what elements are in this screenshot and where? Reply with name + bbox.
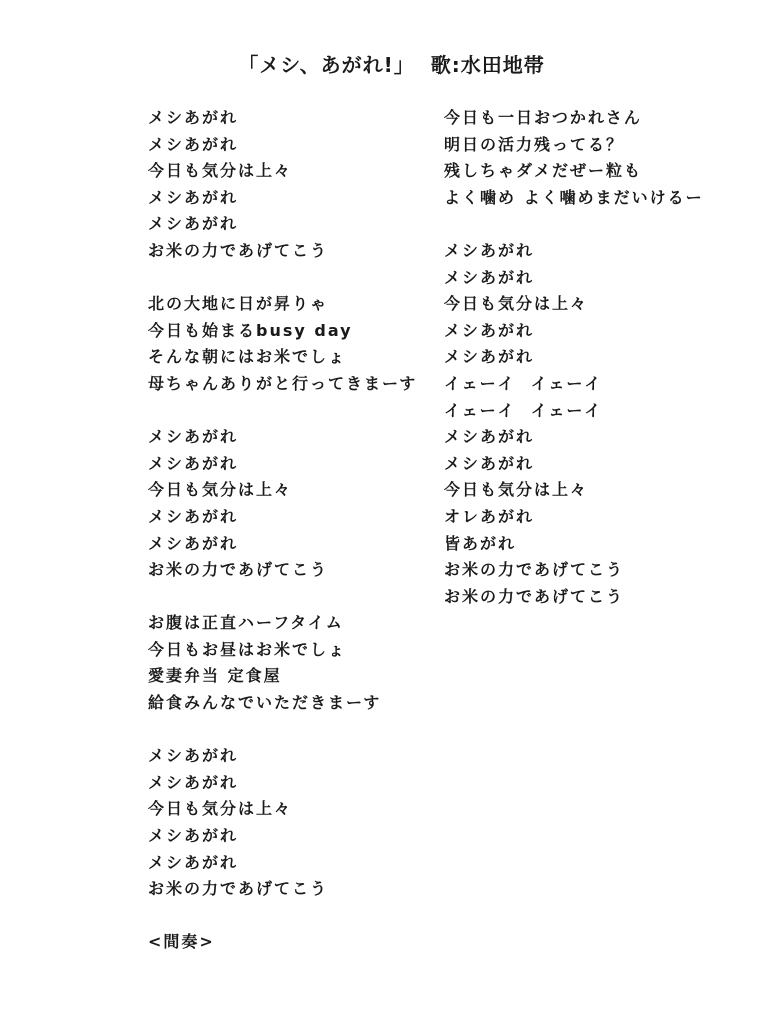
- lyrics-column-right: [444, 105, 764, 637]
- lyrics-line: よく噛め よく噛めまだいけるー: [444, 187, 704, 207]
- lyrics-line: イェーイ イェーイ: [444, 373, 603, 393]
- lyrics-line: メシあがれ: [444, 453, 535, 473]
- lyrics-line: 今日も一日おつかれさん: [444, 108, 642, 127]
- lyrics-line: メシあがれ: [148, 533, 239, 553]
- lyrics-line: そんな朝にはお米でしょ: [148, 347, 347, 367]
- lyrics-line: お米の力であげてこう: [444, 586, 625, 606]
- lyrics-stanza: [148, 105, 438, 265]
- lyrics-line: メシあがれ: [148, 187, 239, 207]
- lyrics-line: 今日も始まるbusy day: [148, 320, 353, 340]
- lyrics-line: メシあがれ: [444, 240, 535, 260]
- lyrics-line: イェーイ イェーイ: [444, 400, 603, 420]
- lyrics-line: お米の力であげてこう: [148, 879, 329, 899]
- lyrics-line: お米の力であげてこう: [148, 560, 329, 580]
- lyrics-line: メシあがれ: [148, 214, 239, 234]
- lyrics-line: メシあがれ: [148, 746, 239, 766]
- lyrics-line: メシあがれ: [444, 427, 535, 447]
- lyrics-line: メシあがれ: [148, 852, 239, 872]
- lyrics-line: メシあがれ: [444, 347, 535, 367]
- lyrics-line: 愛妻弁当 定食屋: [148, 666, 282, 686]
- lyrics-line: メシあがれ: [148, 427, 239, 447]
- lyrics-line: 給食みんなでいただきまーす: [148, 693, 382, 713]
- lyrics-line: メシあがれ: [148, 108, 239, 127]
- lyrics-line: 今日も気分は上々: [444, 294, 589, 314]
- lyrics-line: 今日も気分は上々: [148, 161, 293, 181]
- lyrics-line: メシあがれ: [148, 453, 239, 473]
- lyrics-line: 残しちゃダメだぜー粒も: [444, 161, 643, 181]
- lyrics-stanza: [148, 291, 438, 397]
- lyrics-line: メシあがれ: [148, 826, 239, 846]
- lyrics-stanza: [148, 743, 438, 903]
- lyrics-stanza: [148, 610, 438, 716]
- lyrics-line: 今日も気分は上々: [444, 480, 589, 500]
- lyrics-line: 今日もお昼はお米でしょ: [148, 639, 347, 659]
- lyrics-stanza: [148, 929, 438, 956]
- lyrics-line: メシあがれ: [148, 134, 239, 154]
- lyrics-line: <間奏>: [148, 932, 215, 952]
- lyrics-line: メシあがれ: [148, 772, 239, 792]
- lyrics-line: 母ちゃんありがと行ってきまーす: [148, 373, 418, 393]
- lyrics-line: お米の力であげてこう: [444, 560, 625, 580]
- lyrics-line: 今日も気分は上々: [148, 799, 293, 819]
- lyrics-stanza: [148, 424, 438, 584]
- lyrics-stanza: [444, 105, 764, 211]
- lyrics-line: 皆あがれ: [444, 533, 517, 553]
- lyrics-line: メシあがれ: [444, 320, 535, 340]
- lyrics-line: メシあがれ: [444, 267, 535, 287]
- lyrics-line: 明日の活力残ってる？: [444, 134, 625, 154]
- lyrics-stanza: [444, 238, 764, 610]
- lyrics-column-left: [148, 105, 438, 983]
- lyrics-line: オレあがれ: [444, 506, 535, 526]
- lyrics-line: メシあがれ: [148, 506, 239, 526]
- lyrics-line: お米の力であげてこう: [148, 240, 329, 260]
- lyrics-line: お腹は正直ハーフタイム: [148, 613, 344, 633]
- lyrics-line: 今日も気分は上々: [148, 480, 293, 500]
- lyrics-line: 北の大地に日が昇りゃ: [148, 294, 329, 314]
- song-title: 「メシ、あがれ!」 歌:水田地帯: [238, 53, 545, 77]
